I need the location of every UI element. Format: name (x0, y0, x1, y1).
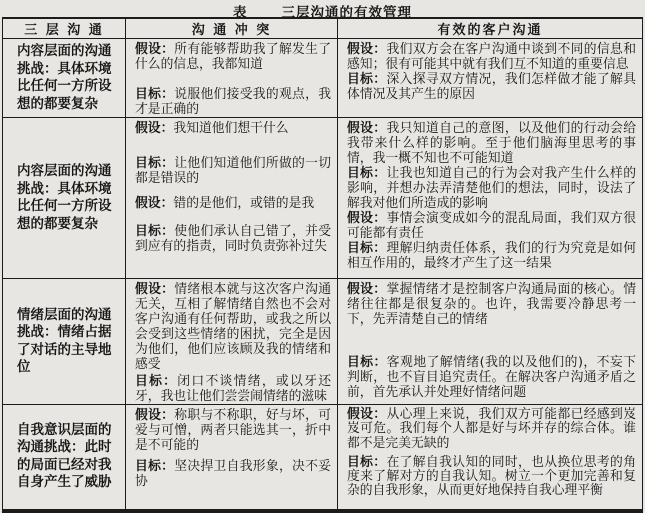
assumption-paragraph (347, 211, 636, 241)
paragraph-text: 让我也知道自己的行为会对我产生什么样的影响，并想办法弄清楚他们的想法，同时，设法了解我对他们所造成的影响 (347, 166, 637, 211)
paragraph-label: 目标： (135, 156, 175, 171)
paragraph-text: 在了解自我认知的同时，也从换位思考的角度来了解对方的自我认知。树立一个更加完善和复杂的自我形象，从而更好地保持自我心理平衡 (347, 454, 637, 499)
column-header-layer: 三 层 沟 通 (3, 18, 126, 39)
paragraph-label: 目标： (347, 72, 387, 87)
paragraph-text: 说服他们接受我的观点，我才是正确的 (135, 87, 332, 117)
goal-paragraph (347, 355, 636, 400)
assumption-paragraph (347, 408, 636, 451)
table-caption-text: 三层沟通的有效管理 (281, 5, 412, 21)
assumption-paragraph (347, 121, 636, 166)
column-header-conflict: 沟 通 冲 突 (126, 18, 338, 39)
paragraph-text: 事情会演变成如今的混乱局面，我们双方很可能都有责任 (347, 211, 637, 241)
paragraph-label: 假设： (347, 282, 387, 297)
three-layer-communication-table (2, 17, 643, 513)
paragraph-label: 假设： (135, 282, 175, 297)
paragraph-text: 坚决捍卫自我形象，决不妥协 (135, 459, 332, 489)
goal-paragraph (347, 241, 636, 271)
goal-paragraph (135, 374, 331, 404)
goal-paragraph (347, 166, 636, 211)
conflict-cell (126, 118, 338, 279)
conflict-cell (126, 39, 338, 118)
paragraph-label: 目标： (135, 459, 175, 474)
assumption-paragraph (135, 408, 331, 453)
goal-paragraph (135, 156, 331, 186)
effective-cell (338, 118, 643, 279)
assumption-paragraph (135, 282, 331, 372)
paragraph-label: 目标： (347, 355, 387, 370)
column-header-effective: 有效的客户沟通 (338, 18, 643, 39)
conflict-cell (126, 279, 338, 405)
paragraph-text: 闭口不谈情绪，或以牙还牙，我也让他们尝尝闹情绪的滋味 (135, 374, 332, 404)
assumption-paragraph (135, 121, 331, 136)
effective-cell (338, 279, 643, 405)
effective-cell (338, 405, 643, 511)
paragraph-text: 客观地了解情绪(我的以及他们的)，不妄下判断，也不盲目追究责任。在解决客户沟通矛盾之前，首先承认并处理好情绪问题 (347, 355, 636, 400)
paragraph-label: 假设： (347, 42, 387, 57)
goal-paragraph (135, 224, 331, 254)
assumption-paragraph (347, 42, 636, 72)
paragraph-text: 我知道他们想干什么 (173, 121, 289, 136)
conflict-cell (126, 405, 338, 511)
assumption-paragraph (135, 196, 331, 211)
paragraph-text: 所有能够帮助我了解发生了什么的信息，我都知道 (135, 42, 332, 72)
table-caption-prefix: 表 (233, 5, 248, 21)
paragraph-label: 假设： (135, 408, 175, 423)
table-row (3, 39, 643, 118)
goal-paragraph (135, 459, 331, 489)
layer-cell: 内容层面的沟通挑战：具体环境比任何一方所设想的都要复杂 (3, 118, 126, 279)
paragraph-text: 我们双方会在客户沟通中谈到不同的信息和感知；很有可能其中就有我们互不知道的重要信息 (347, 42, 637, 72)
paragraph-text: 理解归纳责任体系，我们的行为究竟是如何相互作用的，最终才产生了这一结果 (347, 241, 637, 271)
paragraph-label: 假设： (135, 196, 174, 211)
assumption-paragraph (135, 42, 331, 72)
paragraph-label: 假设： (347, 211, 387, 226)
paragraph-label: 目标： (135, 87, 175, 102)
paragraph-label: 目标： (347, 166, 387, 181)
paragraph-label: 假设： (347, 121, 387, 136)
goal-paragraph (135, 87, 331, 117)
layer-cell: 自我意识层面的沟通挑战：此时的局面已经对我自身产生了威胁 (3, 405, 126, 511)
paragraph-label: 目标： (347, 454, 387, 470)
paragraph-label: 假设： (135, 42, 175, 57)
goal-paragraph (347, 72, 636, 102)
header-row (3, 18, 643, 39)
layer-cell: 情绪层面的沟通挑战：情绪占据了对话的主导地位 (3, 279, 126, 405)
paragraph-label: 假设： (135, 121, 174, 136)
goal-paragraph (347, 456, 636, 499)
table-row (3, 279, 643, 405)
paragraph-text: 错的是他们，或错的是我 (173, 196, 315, 211)
effective-cell (338, 39, 643, 118)
paragraph-text: 深入探寻双方情况，我们怎样做才能了解具体情况及其产生的原因 (347, 72, 637, 102)
paragraph-label: 假设： (347, 407, 387, 422)
paragraph-text: 我只知道自己的意图，以及他们的行动会给我带来什么样的影响。至于他们脑海里思考的事情，我一概不知也不可能知道 (347, 121, 637, 166)
paragraph-text: 使他们承认自己错了，并受到应有的指责，同时负责弥补过失 (135, 224, 332, 254)
paragraph-text: 称职与不称职，好与坏，可爱与可憎，两者只能选其一，折中是不可能的 (135, 408, 332, 453)
assumption-paragraph (347, 282, 636, 327)
paragraph-text: 让他们知道他们所做的一切都是错误的 (135, 156, 332, 186)
paragraph-label: 目标： (347, 241, 387, 256)
table-row (3, 118, 643, 279)
layer-cell: 内容层面的沟通挑战：具体环境比任何一方所设想的都要复杂 (3, 39, 126, 118)
paragraph-text: 情绪根本就与这次客户沟通无关，互相了解情绪自然也不会对客户沟通有任何帮助，或我之所以会受到这些情绪的困扰，完全是因为他们，他们应该顾及我的情绪和感受 (135, 282, 332, 372)
paragraph-label: 目标： (135, 374, 178, 389)
paragraph-text: 从心理上来说，我们双方可能都已经感到岌岌可危。我们每个人都是好与坏并存的综合体。谁都不是完美无缺的 (347, 407, 637, 451)
paragraph-label: 目标： (135, 224, 175, 239)
table-row (3, 405, 643, 511)
paragraph-text: 掌握情绪才是控制客户沟通局面的核心。情绪往往都是很复杂的。也许，我需要冷静思考一下，先弄清楚自己的情绪 (347, 282, 637, 327)
